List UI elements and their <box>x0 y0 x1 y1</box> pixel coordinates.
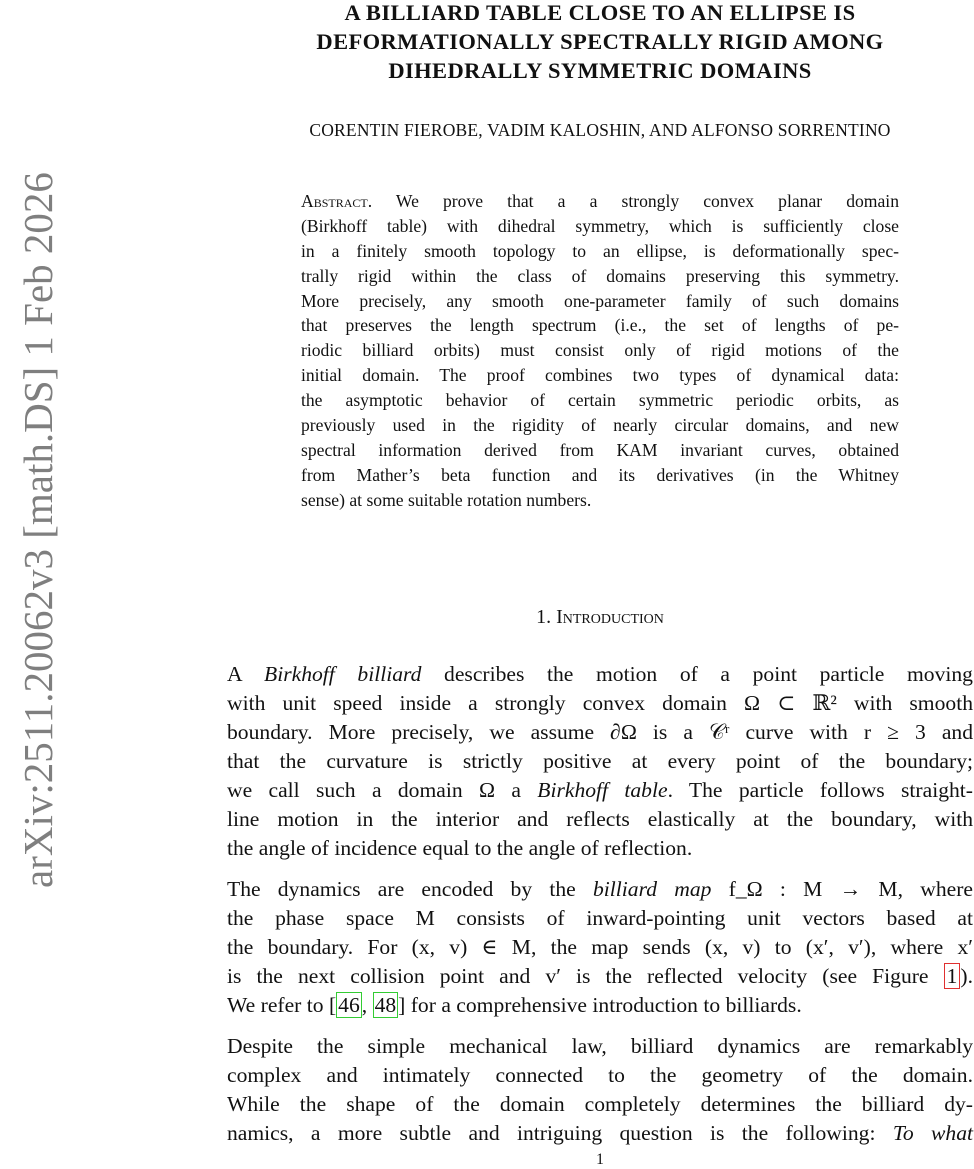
paragraph-line: complex and intimately connected to the geometry of the domain. <box>227 1063 973 1087</box>
title-line: DEFORMATIONALLY SPECTRALLY RIGID AMONG <box>316 29 884 54</box>
abstract-line: riodic billiard orbits) must consist only of rigid motions of the <box>301 340 899 361</box>
paragraph-line: A Birkhoff billiard describes the motion of a point particle moving <box>227 662 973 686</box>
abstract-line: previously used in the rigidity of nearly circular domains, and new <box>301 415 899 436</box>
emphasis: billiard map <box>593 877 712 901</box>
paper-title <box>230 0 970 85</box>
paragraph-line: The dynamics are encoded by the billiard map f_Ω : M → M, where <box>227 877 973 901</box>
arxiv-identifier: arXiv:2511.20062v3 [math.DS] 1 Feb 2026 <box>15 172 61 888</box>
paragraph <box>227 1032 973 1148</box>
body-text <box>227 660 973 1148</box>
emphasis: To what <box>892 1121 973 1145</box>
abstract-line: More precisely, any smooth one-parameter family of such domains <box>301 290 899 311</box>
abstract-line: trally rigid within the class of domains preserving this symmetry. <box>301 265 899 286</box>
abstract-label: Abstract. <box>301 191 373 211</box>
paragraph-line: the phase space M consists of inward-pointing unit vectors based at <box>227 906 973 930</box>
abstract-line: (Birkhoff table) with dihedral symmetry, which is sufficiently close <box>301 215 899 236</box>
page-number: 1 <box>596 1151 604 1168</box>
figure-reference-link[interactable]: 1 <box>944 963 961 989</box>
section-title: Introduction <box>556 606 664 628</box>
abstract-line: initial domain. The proof combines two types of dynamical data: <box>301 365 899 386</box>
paragraph-line: While the shape of the domain completely determines the billiard dy- <box>227 1092 973 1116</box>
paragraph-line: with unit speed inside a strongly convex domain Ω ⊂ ℝ² with smooth <box>227 691 973 715</box>
abstract-line: in a finitely smooth topology to an ellipse, is deformationally spec- <box>301 240 899 261</box>
paragraph-line: boundary. More precisely, we assume ∂Ω is a 𝒞ʳ curve with r ≥ 3 and <box>227 720 973 744</box>
paragraph-line: that the curvature is strictly positive at every point of the boundary; <box>227 749 973 773</box>
title-line: DIHEDRALLY SYMMETRIC DOMAINS <box>388 58 812 83</box>
section-heading <box>230 606 970 629</box>
emphasis: Birkhoff table <box>537 778 668 802</box>
title-line: A BILLIARD TABLE CLOSE TO AN ELLIPSE IS <box>344 0 856 25</box>
paragraph-line: namics, a more subtle and intriguing question is the following: To what <box>227 1121 973 1145</box>
abstract-line: that preserves the length spectrum (i.e., the set of lengths of pe- <box>301 315 899 336</box>
paragraph-line: We refer to [46, 48] for a comprehensive introduction to billiards. <box>227 993 802 1017</box>
arxiv-side-stamp <box>0 0 60 1168</box>
paragraph-line: the angle of incidence equal to the angle of reflection. <box>227 836 693 860</box>
abstract-line: the asymptotic behavior of certain symmetric periodic orbits, as <box>301 390 899 411</box>
citation-link[interactable]: 48 <box>374 993 397 1017</box>
abstract-line: sense) at some suitable rotation numbers. <box>301 489 592 510</box>
paragraph-line: Despite the simple mechanical law, billiard dynamics are remarkably <box>227 1034 973 1058</box>
abstract-line: Abstract. We prove that a a strongly convex planar domain <box>301 191 899 211</box>
section-number: 1. <box>536 606 552 628</box>
paragraph-line: line motion in the interior and reflects elastically at the boundary, with <box>227 807 973 831</box>
paragraph <box>227 875 973 1020</box>
paragraph-line: we call such a domain Ω a Birkhoff table. The particle follows straight- <box>227 778 973 802</box>
abstract-line: from Mather’s beta function and its derivatives (in the Whitney <box>301 464 899 485</box>
paragraph <box>227 660 973 863</box>
paragraph-line: the boundary. For (x, v) ∈ M, the map sends (x, v) to (x′, v′), where x′ <box>227 935 973 959</box>
citation-link[interactable]: 46 <box>338 993 360 1017</box>
abstract <box>301 189 899 513</box>
abstract-line: spectral information derived from KAM invariant curves, obtained <box>301 439 899 460</box>
paragraph-line: is the next collision point and v′ is the reflected velocity (see Figure 1 ). <box>227 964 973 988</box>
emphasis: Birkhoff billiard <box>264 662 422 686</box>
author-list: CORENTIN FIEROBE, VADIM KALOSHIN, AND ALFONSO SORRENTINO <box>309 120 891 140</box>
